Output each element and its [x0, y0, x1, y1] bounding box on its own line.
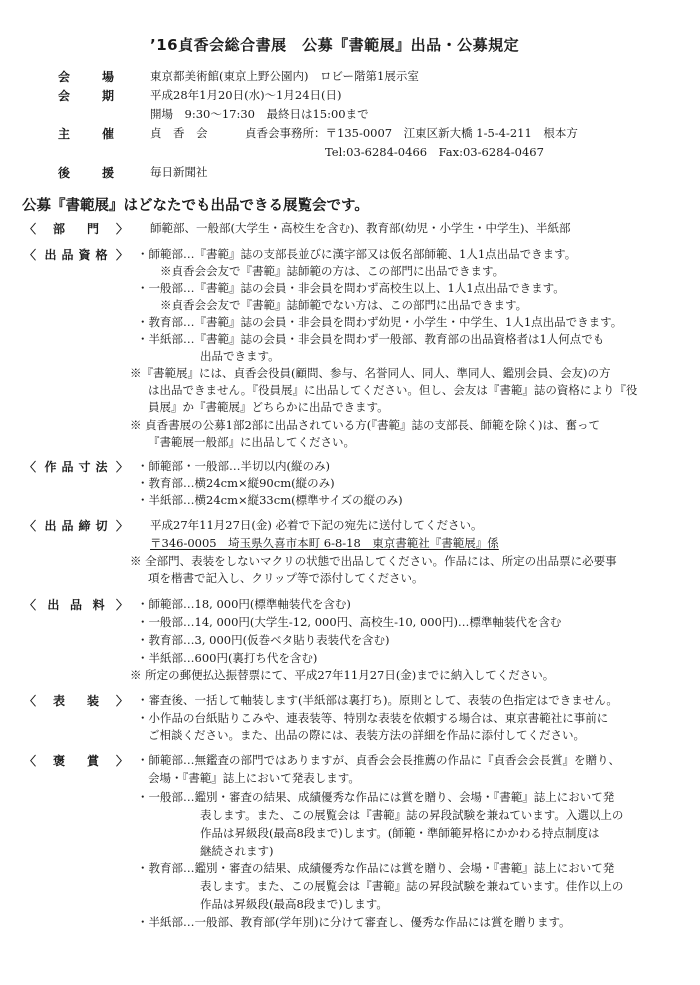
- eligibility-line: ・一般部…『書範』誌の会員・非会員を問わず高校生以上、1人1点出品できます。: [137, 281, 565, 295]
- awards-line: ・師範部…無鑑査の部門ではありますが、貞香会会長推薦の作品に『貞香会会長賞』を贈り、: [137, 753, 620, 767]
- period-label: 会 期: [58, 89, 114, 103]
- eligibility-line: ・師範部…『書範』誌の支部長並びに漢字部又は仮名部師範、1人1点出品できます。: [137, 247, 577, 261]
- fee-line: ・教育部…3, 000円(仮巻ベタ貼り表装代を含む): [137, 633, 390, 647]
- info-support-row: [0, 164, 700, 184]
- office-contact: Tel:03-6284-0466 Fax:03-6284-0467: [325, 145, 544, 159]
- eligibility-line: は出品できません。『役員展』に出品してください。但し、会友は『書範』誌の資格により『役: [148, 383, 638, 397]
- size-line: ・師範部・一般部…半切以内(縦のみ): [137, 459, 330, 473]
- awards-line: ・一般部…鑑別・審査の結果、成績優秀な作品には賞を贈り、会場・『書範』誌上において発: [137, 790, 615, 804]
- fee-line: ・一般部…14, 000円(大学生-12, 000円、高校生-10, 000円)…標準軸装代を含む: [137, 615, 562, 629]
- office-address: 貞香会事務所：〒135-0007 江東区新大橋 1-5-4-211 根本方: [245, 126, 578, 140]
- deadline-address: 〒346-0005 埼玉県久喜市本町 6-8-18 東京書範社『書範展』係: [150, 536, 499, 550]
- division-line: 師範部、一般部(大学生・高校生を含む)、教育部(幼児・小学生・中学生)、半紙部: [150, 221, 571, 235]
- eligibility-line: 『書範展一般部』に出品してください。: [148, 435, 355, 449]
- deadline-line: 平成27年11月27日(金) 必着で下記の宛先に送付してください。: [150, 518, 483, 532]
- eligibility-line: ※『書範展』には、貞香会役員(顧問、参与、名誉同人、同人、準同人、鑑別会員、会友)の方: [130, 366, 611, 380]
- awards-line: 表します。また、この展覧会は『書範』誌の昇段試験を兼ねています。入選以上の: [200, 808, 624, 822]
- fee-line: ・師範部…18, 000円(標準軸装代を含む): [137, 597, 351, 611]
- awards-line: 作品は昇級段(最高8段まで)します。(師範・準師範昇格にかかわる持点制度は: [200, 826, 600, 840]
- fee-line: ※ 所定の郵便払込振替票にて、平成27年11月27日(金)までに納入してください。: [130, 668, 555, 682]
- awards-line: ・教育部…鑑別・審査の結果、成績優秀な作品には賞を贈り、会場・『書範』誌上において発: [137, 861, 615, 875]
- info-period-row: [0, 87, 700, 107]
- eligibility-line: 員展』か『書範展』どちらかに出品できます。: [148, 400, 389, 414]
- section-label-mounting: 〈 表 装 〉: [24, 694, 128, 708]
- tagline: 公募『書範展』はどなたでも出品できる展覧会です。: [22, 198, 369, 214]
- section-label-deadline: 〈 出 品 締 切 〉: [24, 519, 128, 533]
- section-label-size: 〈 作 品 寸 法 〉: [24, 460, 128, 474]
- awards-line: 会場・『書範』誌上において発表します。: [148, 771, 360, 785]
- info-venue-row: [0, 68, 700, 88]
- period-value: 平成28年1月20日(水)～1月24日(日): [150, 88, 342, 102]
- deadline-line: ※ 全部門、表装をしないマクリの状態で出品してください。作品には、所定の出品票に必要事: [130, 554, 617, 568]
- info-contact-row: [0, 144, 700, 164]
- awards-line: 表します。また、この展覧会は『書範』誌の昇段試験を兼ねています。佳作以上の: [200, 879, 624, 893]
- support-value: 毎日新聞社: [150, 165, 208, 179]
- deadline-line: 項を楷書で記入し、クリップ等で添付してください。: [148, 571, 424, 585]
- page-title: ’16貞香会総合書展 公募『書範展』出品・公募規定: [150, 36, 520, 54]
- venue-label: 会 場: [58, 70, 114, 84]
- eligibility-line: ・半紙部…『書範』誌の会員・非会員を問わず一般部、教育部の出品資格者は1人何点でも: [137, 332, 605, 346]
- eligibility-line: ※貞香会会友で『書範』誌師範でない方は、この部門に出品できます。: [160, 298, 528, 312]
- awards-line: 継続されます): [200, 844, 274, 858]
- size-line: ・教育部…横24cm×縦90cm(縦のみ): [137, 476, 335, 490]
- eligibility-line: ・教育部…『書範』誌の会員・非会員を問わず幼児・小学生・中学生、1人1点出品できます。: [137, 315, 623, 329]
- section-label-fee: 〈 出 品 料 〉: [24, 598, 128, 612]
- awards-line: ・半紙部…一般部、教育部(学年別)に分けて審査し、優秀な作品には賞を贈ります。: [137, 915, 571, 929]
- mounting-line: ご相談ください。また、出品の際には、表装方法の詳細を作品に添付してください。: [148, 728, 585, 742]
- organizer-value: 貞 香 会: [150, 126, 208, 140]
- fee-line: ・半紙部…600円(裏打ち代を含む): [137, 651, 318, 665]
- mounting-line: ・審査後、一括して軸装します(半紙部は裏打ち)。原則として、表装の色指定はできません。: [137, 693, 618, 707]
- size-line: ・半紙部…横24cm×縦33cm(標準サイズの縦のみ): [137, 493, 403, 507]
- info-hours-row: [0, 106, 700, 126]
- awards-line: 作品は昇級段(最高8段まで)します。: [200, 897, 388, 911]
- info-organizer-row: [0, 125, 700, 145]
- support-label: 後 援: [58, 166, 114, 180]
- mounting-line: ・小作品の台紙貼りこみや、連表装等、特別な表装を依頼する場合は、東京書範社に事前に: [137, 711, 609, 725]
- section-label-eligibility: 〈 出 品 資 格 〉: [24, 248, 128, 262]
- section-label-awards: 〈 褒 賞 〉: [24, 754, 128, 768]
- organizer-label: 主 催: [58, 127, 114, 141]
- eligibility-line: ※ 貞香書展の公募1部2部に出品されている方(『書範』誌の支部長、師範を除く)は、奮って: [130, 418, 601, 432]
- eligibility-line: 出品できます。: [200, 349, 280, 363]
- hours-value: 開場 9:30～17:30 最終日は15:00まで: [150, 107, 369, 121]
- section-label-division: 〈 部 門 〉: [24, 222, 128, 236]
- eligibility-line: ※貞香会会友で『書範』誌師範の方は、この部門に出品できます。: [160, 264, 505, 278]
- venue-value: 東京都美術館(東京上野公園内) ロビー階第1展示室: [150, 69, 419, 83]
